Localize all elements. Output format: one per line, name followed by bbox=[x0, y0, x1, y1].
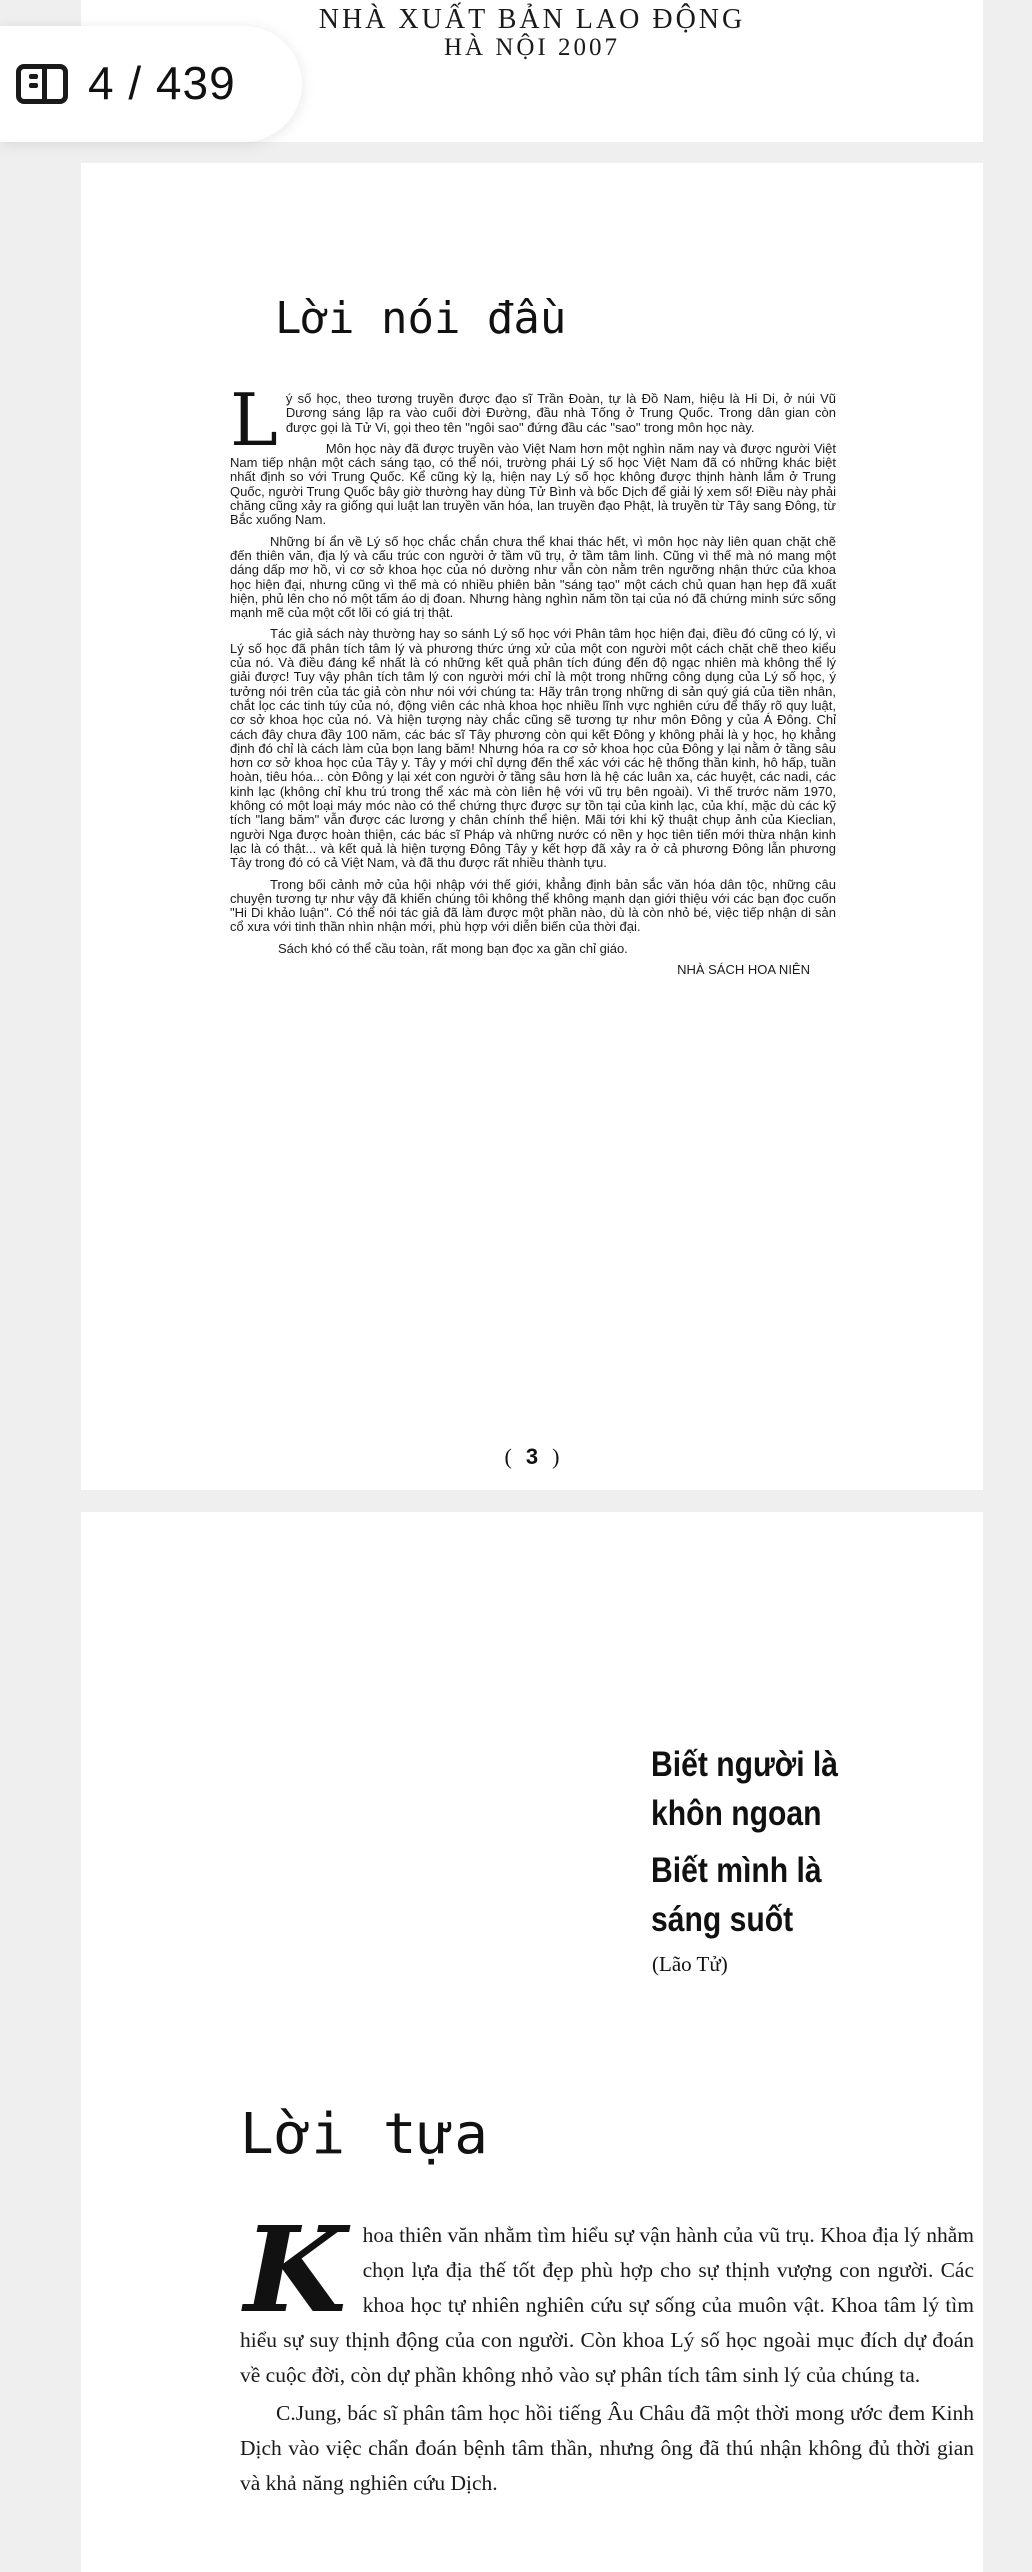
closing-line: Sách khó có thể cầu toàn, rất mong bạn đọc xa gần chỉ giáo. bbox=[278, 940, 628, 956]
paragraph: Những bí ẩn về Lý số học chắc chắn chưa thể khai thác hết, vì môn học này liên quan chặt chẽ đến thiên văn, địa lý và cấu trúc con người ở tầm vũ trụ, ở tầm tâm linh. Cũng vì thế mà nó mang một dáng dấp mơ hồ, vì cơ sở khoa học của nó dường như vẫn còn nằm trên ngưỡng nhận thức của khoa học hiện đại, nhưng cũng vì thế mà có nhiều phiên bản "sáng tạo" một cách chủ quan hạn hẹp đã xuất hiện, phủ lên cho nó một tấm áo dị đoan. Nhưng hàng nghìn năm tồn tại của nó đã chứng minh sức sống mạnh mẽ của một cốt lõi có giá trị thật. bbox=[230, 533, 836, 621]
signature: NHÀ SÁCH HOA NIÊN bbox=[677, 961, 810, 977]
drop-cap: K bbox=[244, 2200, 347, 2339]
page-counter[interactable] bbox=[0, 26, 302, 142]
foreword-body bbox=[230, 378, 836, 984]
epigraph-line: Biết mình là bbox=[651, 1851, 822, 1890]
preface-body bbox=[240, 2200, 974, 2504]
page-number: ( 3 ) bbox=[504, 1444, 560, 1469]
paragraph: Môn học này đã được truyền vào Việt Nam hơn một nghìn năm nay và được người Việt Nam tiếp nhận một cách sáng tạo, có thể nói, trường phái Lý số học Việt Nam đã có những khác biệt nhất định so với Trung Quốc. Kể cũng kỳ lạ, hiện nay Lý số học không được thịnh hành lắm ở Trung Quốc, người Trung Quốc bây giờ thường hay dùng Tử Bình và bốc Dịch để giải lý xem số! Điều này phải chăng cũng xảy ra giống qui luật lan truyền văn hóa, lan truyền đạo Phật, là truyền từ Tây sang Đông, từ Bắc xuống Nam. bbox=[230, 440, 836, 528]
document-page-4 bbox=[81, 1512, 983, 2572]
page-title: Lời nói đầu bbox=[275, 293, 567, 344]
epigraph-author: (Lão Tử) bbox=[652, 1952, 728, 1976]
epigraph-line: khôn ngoan bbox=[651, 1794, 822, 1833]
paragraph: Lý số học, theo tương truyền được đạo sĩ Trần Đoàn, tự là Đồ Nam, hiệu là Hi Di, ở núi Vũ Dương sáng lập ra vào cuối đời Đường, đầu nhà Tống ở Trung Quốc. Trong dân gian còn được gọi là Tử Vi, gọi theo tên "ngôi sao" đứng đầu các "sao" trong môn học này. bbox=[230, 378, 836, 462]
publisher-name: NHÀ XUẤT BẢN LAO ĐỘNG bbox=[318, 4, 746, 35]
paragraph: Trong bối cảnh mở của hội nhập với thế giới, khẳng định bản sắc văn hóa dân tộc, những câu chuyện tương tự như vậy đã khiến chúng tôi không thể không mạnh dạn giới thiệu với các bạn đọc cuốn "Hi Di khảo luận". Có thể nói tác giả đã làm được một phần nào, dù là còn nhỏ bé, việc tiếp nhận di sản cổ xưa với tinh thần nhìn nhận mới, phù hợp với diễn biến của thời đại. bbox=[230, 876, 836, 935]
epigraph bbox=[651, 1740, 875, 1944]
publish-place-year: HÀ NỘI 2007 bbox=[443, 34, 621, 61]
page-counter-label: 4 / 439 bbox=[88, 57, 236, 109]
epigraph-line: sáng suốt bbox=[651, 1900, 794, 1939]
drop-cap: L bbox=[230, 378, 278, 462]
sidebar-icon[interactable] bbox=[16, 64, 68, 104]
paragraph: Khoa thiên văn nhằm tìm hiểu sự vận hành của vũ trụ. Khoa địa lý nhằm chọn lựa địa thế tốt đẹp phù hợp cho sự thịnh vượng con người. Các khoa học tự nhiên nghiên cứu sự sống của muôn vật. Khoa tâm lý tìm hiểu sự suy thịnh động của con người. Còn khoa Lý số học ngoài mục đích dự đoán về cuộc đời, còn dự phần không nhỏ vào sự phân tích tâm sinh lý của chúng ta. bbox=[240, 2200, 974, 2387]
paragraph: C.Jung, bác sĩ phân tâm học hồi tiếng Âu Châu đã một thời mong ước đem Kinh Dịch vào việc chẩn đoán bệnh tâm thần, nhưng ông đã thú nhận không đủ thời gian và khả năng nghiên cứu Dịch. bbox=[240, 2401, 974, 2495]
epigraph-line: Biết người là bbox=[651, 1745, 839, 1784]
paragraph: Tác giả sách này thường hay so sánh Lý số học với Phân tâm học hiện đại, điều đó cũng có lý, vì Lý số học đã phân tích tâm lý và phương thức ứng xử của một con người một cách chặt chẽ theo kiểu của nó. Và điều đáng kể nhất là có những kết quả phân tích đúng đến độ ngạc nhiên mà không thể lý giải được! Tuy vậy phân tích tâm lý con người mới chỉ là một trong những công dụng của Lý số học, ý tưởng nói trên của tác giả còn như nói với chúng ta: Hãy trân trọng những di sản quý giá của tiền nhân, chắt lọc các tinh túy của nó, động viên các nhà khoa học nhiều lĩnh vực nghiên cứu để thấy rõ quy luật, cơ sở khoa học của nó. Và hiện tượng này chắc cũng sẽ tương tự như môn Đông y của Á Đông. Chỉ cách đây chưa đầy 100 năm, các bác sĩ Tây phương còn qui kết Đông y không phải là y học, họ khẳng định đó chỉ là cách làm của bọn lang băm! Nhưng hóa ra cơ sở khoa học của Đông y lại nằm ở tầng sâu hơn cơ sở khoa học của Tây y. Tây y mới chỉ dựng đến thể xác với các hệ thống thần kinh, hô hấp, tuần hoàn, tiêu hóa... còn Đông y lại xét con người ở tầng sâu hơn là hệ các luân xa, các huyệt, các nadi, các kinh lạc (không chỉ khu trú trong thể xác mà còn liên hệ với vũ trụ bên ngoài). Vì thế trước năm 1970, không có một loại máy móc nào có thể chứng thực được sự tồn tại của kinh lạc, của khí, mặc dù các kỹ tích "lang băm" vẫn được các lương y chân chính thể hiện. Mãi tới khi kỹ thuật chụp ảnh của Kieclian, người Nga được hoàn thiện, các bác sĩ Pháp và những nước có nền y học tiên tiến mới thừa nhận kinh lạc là có thật... và kết quả là hiện tượng Đông Tây y kết hợp đã xảy ra ở cả phương Đông lẫn phương Tây trong đó có cả Việt Nam, và đã thu được rất nhiều thành tựu. bbox=[230, 626, 836, 871]
document-page-3 bbox=[81, 163, 983, 1490]
page-title: Lời tựa bbox=[240, 2102, 491, 2167]
